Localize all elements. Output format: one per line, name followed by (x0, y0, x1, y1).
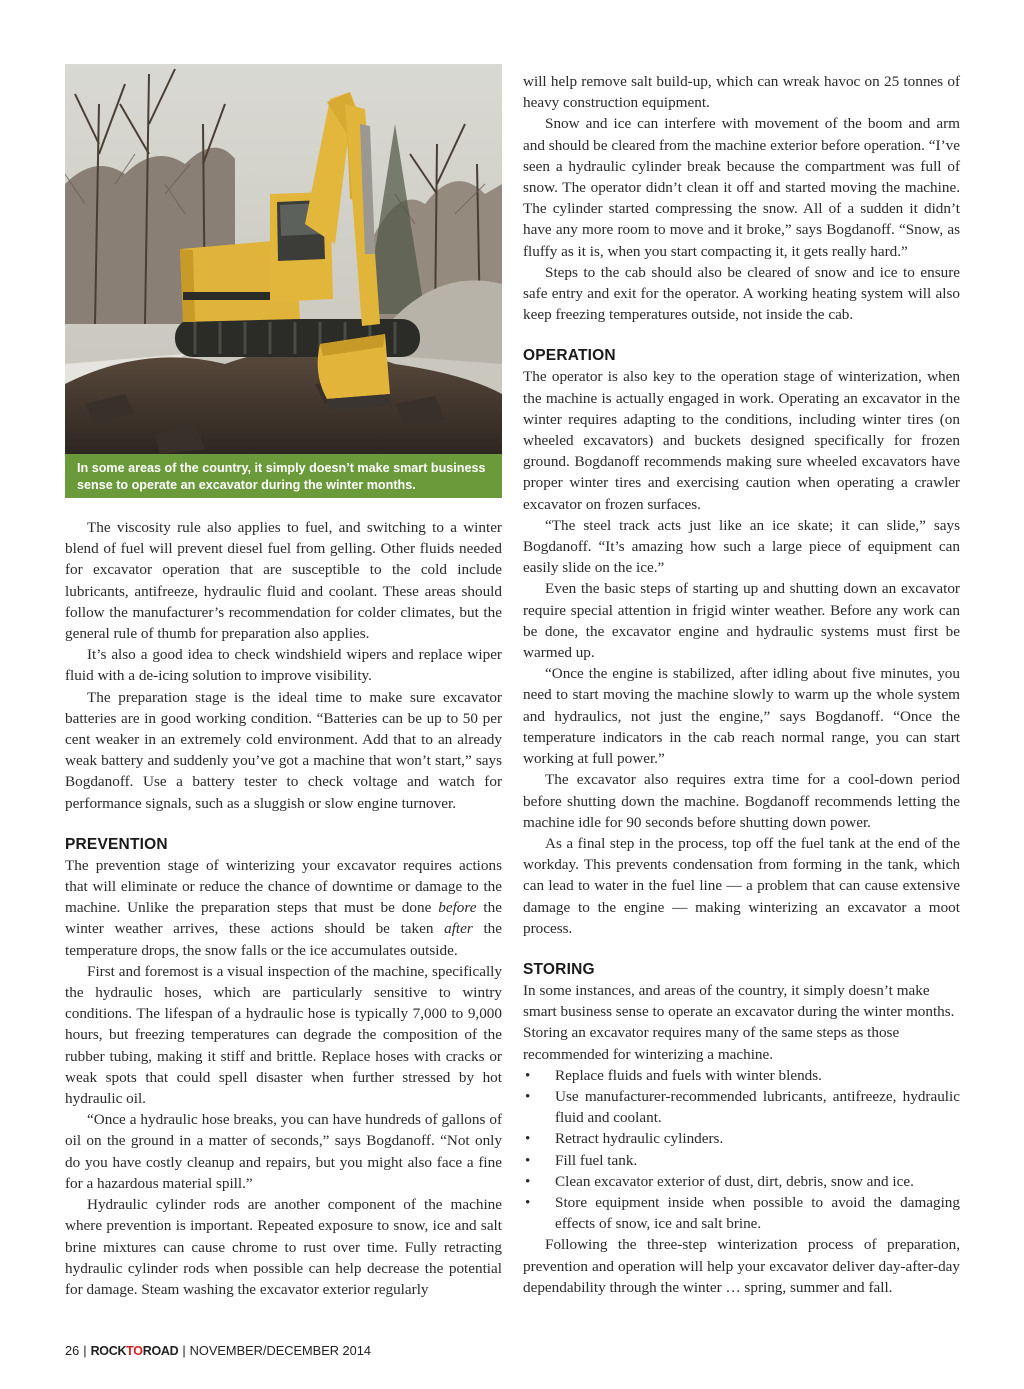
paragraph: The preparation stage is the ideal time to make sure excavator batteries are in good working condition. “Batteries can be up to 50 per cent weaker in an extremely cold environment. Add that to an already weak battery and suddenly you’ve got a machine that won’t start,” says Bogdanoff. Use a battery tester to check voltage and watch for performance signals, such as a sluggish or slow engine turnover. (65, 688, 502, 812)
right-column (523, 71, 960, 1298)
paragraph: “Once a hydraulic hose breaks, you can have hundreds of gallons of oil on the ground in a matter of seconds,” says Bogdanoff. “Not only do you have costly cleanup and repairs, but you might also face a fine for a hazardous material spill.” (65, 1111, 502, 1192)
excavator-illustration (65, 64, 502, 454)
left-column (65, 517, 502, 1300)
photo-caption: In some areas of the country, it simply doesn’t make smart business sense to operate an excavator during the winter months. (65, 454, 502, 498)
paragraph: As a final step in the process, top off the fuel tank at the end of the workday. This prevents condensation from forming in the tank, which can lead to water in the fuel line — a problem that can cause extensive damage to the engine — making winterizing an excavator a moot process. (523, 834, 960, 937)
list-item: • Fill fuel tank. (525, 1151, 638, 1169)
excavator-photo (65, 64, 502, 454)
section-heading-storing: STORING (523, 960, 595, 978)
paragraph: will help remove salt build-up, which can wreak havoc on 25 tonnes of heavy construction equipment. (523, 73, 960, 112)
paragraph: In some instances, and areas of the country, it simply doesn’t make smart business sense to operate an excavator during the winter months. Storing an excavator requires many of the same steps as those recommended for winterizing a machine. (523, 981, 955, 1063)
paragraph: Even the basic steps of starting up and shutting down an excavator require special attention in frigid winter weather. Before any work can be done, the excavator engine and hydraulic systems must first be warmed up. (523, 580, 960, 662)
list-item: • Clean excavator exterior of dust, dirt, debris, snow and ice. (525, 1172, 914, 1190)
paragraph: Steps to the cab should also be cleared of snow and ice to ensure safe entry and exit for the operator. A working heating system will also keep freezing temperatures outside, not inside the cab. (523, 263, 960, 324)
paragraph: Following the three-step winterization process of preparation, prevention and operation will help your excavator deliver day-after-day dependability through the winter … spring, summer and fall. (523, 1236, 960, 1296)
paragraph: Hydraulic cylinder rods are another component of the machine where prevention is important. Repeated exposure to snow, ice and salt brine mixtures can cause chrome to rust over time. Fully retracting hydraulic cylinder rods when possible can help decrease the potential for damage. Steam washing the excavator exterior regularly (65, 1196, 502, 1298)
paragraph: Snow and ice can interfere with movement of the boom and arm and should be cleared from the machine exterior before operation. “I’ve seen a hydraulic cylinder break because the compartment was full of snow. The operator didn’t clean it off and started moving the machine. The cylinder started compressing the snow. All of a sudden it didn’t have any more room to move and it broke,” says Bogdanoff. “Snow, as fluffy as it is, when you start compacting it, it gets really hard.” (523, 115, 960, 260)
paragraph: The excavator also requires extra time for a cool-down period before shutting down the machine. Bogdanoff recommends letting the machine idle for 90 seconds before shutting down power. (523, 771, 960, 831)
paragraph: “Once the engine is stabilized, after idling about five minutes, you need to start moving the machine slowly to warm up the whole system and hydraulics, not just the engine,” says Bogdanoff. “Once the temperature indicators in the cab reach normal range, you can start working at full power.” (523, 665, 960, 768)
section-heading-prevention: PREVENTION (65, 835, 168, 853)
paragraph: The operator is also key to the operation stage of winterization, when the machine is actually engaged in work. Operating an excavator in the winter requires adapting to the conditions, including winter tires (on wheeled excavators) and buckets designed specifically for frozen ground. Bogdanoff recommends making sure wheeled excavators have proper winter tires and exercising caution when operating a crawler excavator on frozen surfaces. (523, 368, 960, 513)
paragraph: First and foremost is a visual inspection of the machine, specifically the hydraulic hoses, which are particularly sensitive to wintry conditions. The lifespan of a hydraulic hose is typically 7,000 to 9,000 hours, but freezing temperatures can degrade the composition of the rubber tubing, making it stiff and brittle. Replace hoses with cracks or weak spots that could spell disaster when further stressed by hot hydraulic oil. (65, 962, 502, 1108)
section-heading-operation: OPERATION (523, 347, 616, 365)
magazine-logo: ROCKTOROAD (90, 1344, 179, 1358)
paragraph: The viscosity rule also applies to fuel, and switching to a winter blend of fuel will prevent diesel fuel from gelling. Other fluids needed for excavator operation that are susceptible to the cold include lubricants, antifreeze, hydraulic fluid and coolant. These areas should follow the manufacturer’s recommendation for colder climates, but the general rule of thumb for preparation also applies. (65, 519, 502, 643)
list-item: • Retract hydraulic cylinders. (525, 1130, 724, 1148)
list-item: • Replace fluids and fuels with winter blends. (525, 1066, 822, 1084)
list-item: • Store equipment inside when possible to avoid the damaging effects of snow, ice and salt brine. (525, 1193, 960, 1233)
paragraph: “The steel track acts just like an ice skate; it can slide,” says Bogdanoff. “It’s amazing how such a large piece of equipment can easily slide on the ice.” (523, 516, 960, 577)
page-footer: 26 | ROCKTOROAD | NOVEMBER/DECEMBER 2014 (65, 1343, 371, 1358)
paragraph: The prevention stage of winterizing your excavator requires actions that will eliminate or reduce the chance of downtime or damage to the machine. Unlike the preparation steps that must be done before the winter weather arrives, these actions should be taken after the temperature drops, the snow falls or the ice accumulates outside. (65, 856, 502, 959)
page-number: 26 (65, 1343, 80, 1358)
issue-date: NOVEMBER/DECEMBER 2014 (189, 1343, 371, 1358)
paragraph: It’s also a good idea to check windshield wipers and replace wiper fluid with a de-icing solution to improve visibility. (65, 646, 502, 685)
list-item: • Use manufacturer-recommended lubricants, antifreeze, hydraulic fluid and coolant. (525, 1087, 960, 1127)
storing-checklist (523, 1065, 960, 1235)
